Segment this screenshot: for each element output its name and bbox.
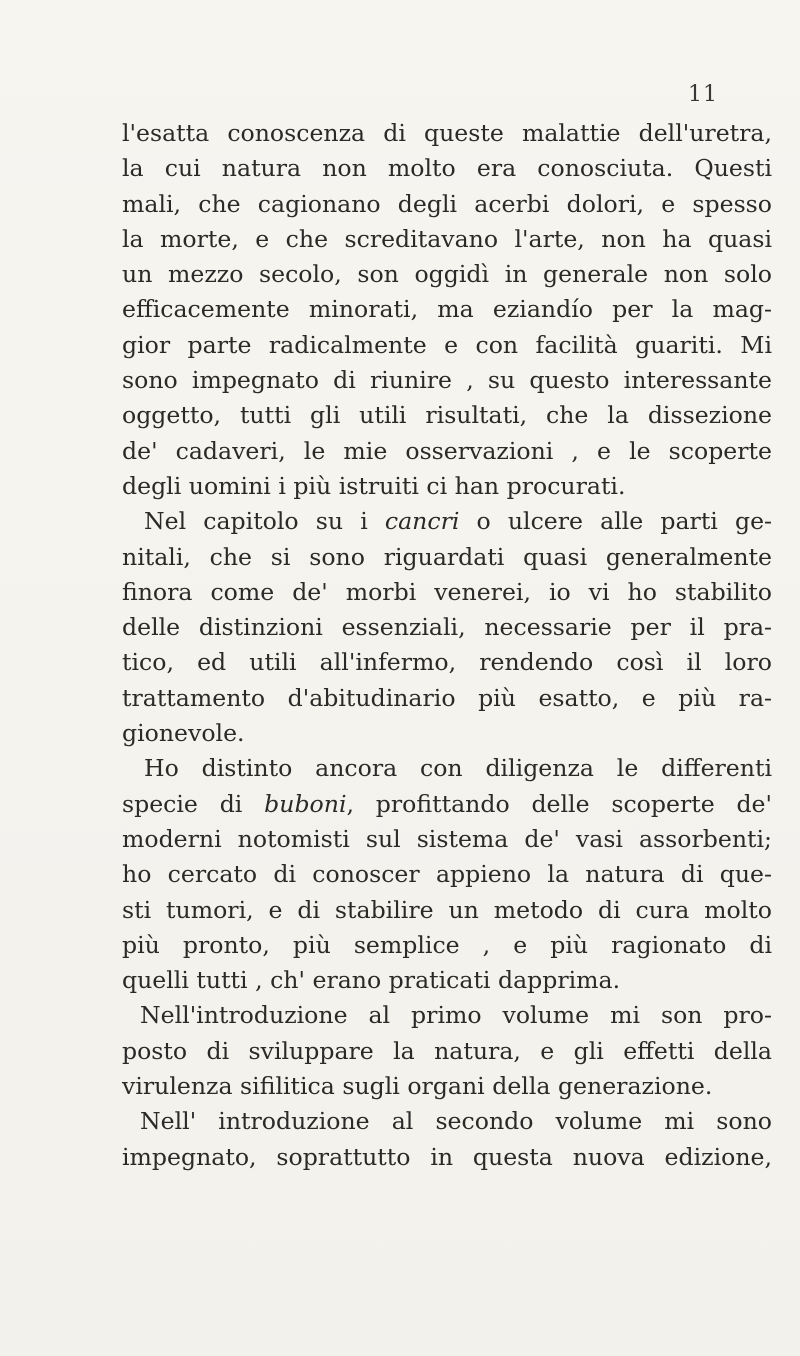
text-line: la morte, e che screditavano l'arte, non ha quasi bbox=[122, 224, 772, 253]
paragraph-start-intro-2: Nell' introduzione al secondo volume mi sono bbox=[140, 1107, 772, 1136]
text-line: efficacemente minorati, ma eziandío per la mag- bbox=[122, 295, 772, 324]
text-run: Nel capitolo su i bbox=[144, 507, 385, 536]
text-line: nitali, che si sono riguardati quasi generalmente bbox=[122, 542, 772, 571]
text-line: oggetto, tutti gli utili risultati, che la dissezione bbox=[122, 401, 772, 430]
paragraph-start-cancri bbox=[122, 504, 772, 539]
text-line: quelli tutti , ch' erano praticati dapprima. bbox=[122, 966, 621, 995]
text-line: ho cercato di conoscer appieno la natura di que- bbox=[122, 860, 772, 889]
text-line: degli uomini i più istruiti ci han procurati. bbox=[122, 471, 626, 500]
text-line: sti tumori, e di stabilire un metodo di cura molto bbox=[122, 895, 772, 924]
text-line: moderni notomisti sul sistema de' vasi assorbenti; bbox=[122, 824, 772, 853]
text-line: gior parte radicalmente e con facilità guariti. Mi bbox=[122, 330, 772, 359]
body-text bbox=[122, 116, 772, 1175]
text-line: virulenza sifilitica sugli organi della generazione. bbox=[122, 1072, 713, 1101]
italic-term-buboni: buboni bbox=[264, 789, 347, 818]
text-run: specie di bbox=[122, 789, 265, 818]
text-run: o ulcere alle parti ge- bbox=[459, 507, 773, 536]
italic-term-cancri: cancri bbox=[384, 507, 460, 536]
text-line: mali, che cagionano degli acerbi dolori, e spesso bbox=[122, 189, 772, 218]
text-line: de' cadaveri, le mie osservazioni , e le scoperte bbox=[122, 436, 772, 465]
text-line: un mezzo secolo, son oggidì in generale non solo bbox=[122, 260, 772, 289]
page-number: 11 bbox=[688, 82, 718, 107]
text-line: tico, ed utili all'infermo, rendendo così il loro bbox=[122, 648, 772, 677]
text-line: la cui natura non molto era conosciuta. Questi bbox=[122, 154, 772, 183]
text-line: trattamento d'abitudinario più esatto, e più ra- bbox=[122, 683, 772, 712]
text-run: , profittando delle scoperte de' bbox=[346, 789, 773, 818]
text-line-buboni bbox=[122, 787, 772, 822]
text-line: finora come de' morbi venerei, io vi ho stabilito bbox=[122, 577, 772, 606]
text-line: gionevole. bbox=[122, 719, 245, 748]
text-line: delle distinzioni essenziali, necessarie per il pra- bbox=[122, 613, 772, 642]
text-line: l'esatta conoscenza di queste malattie dell'uretra, bbox=[122, 119, 772, 147]
text-line: impegnato, soprattutto in questa nuova edizione, bbox=[122, 1142, 772, 1171]
text-line: posto di sviluppare la natura, e gli effetti della bbox=[122, 1036, 772, 1065]
text-line: sono impegnato di riunire , su questo interessante bbox=[122, 366, 772, 395]
paragraph-start-intro-1: Nell'introduzione al primo volume mi son pro- bbox=[140, 1001, 772, 1030]
text-line: più pronto, più semplice , e più ragionato di bbox=[122, 930, 772, 959]
paragraph-start-buboni: Ho distinto ancora con diligenza le differenti bbox=[144, 754, 772, 783]
